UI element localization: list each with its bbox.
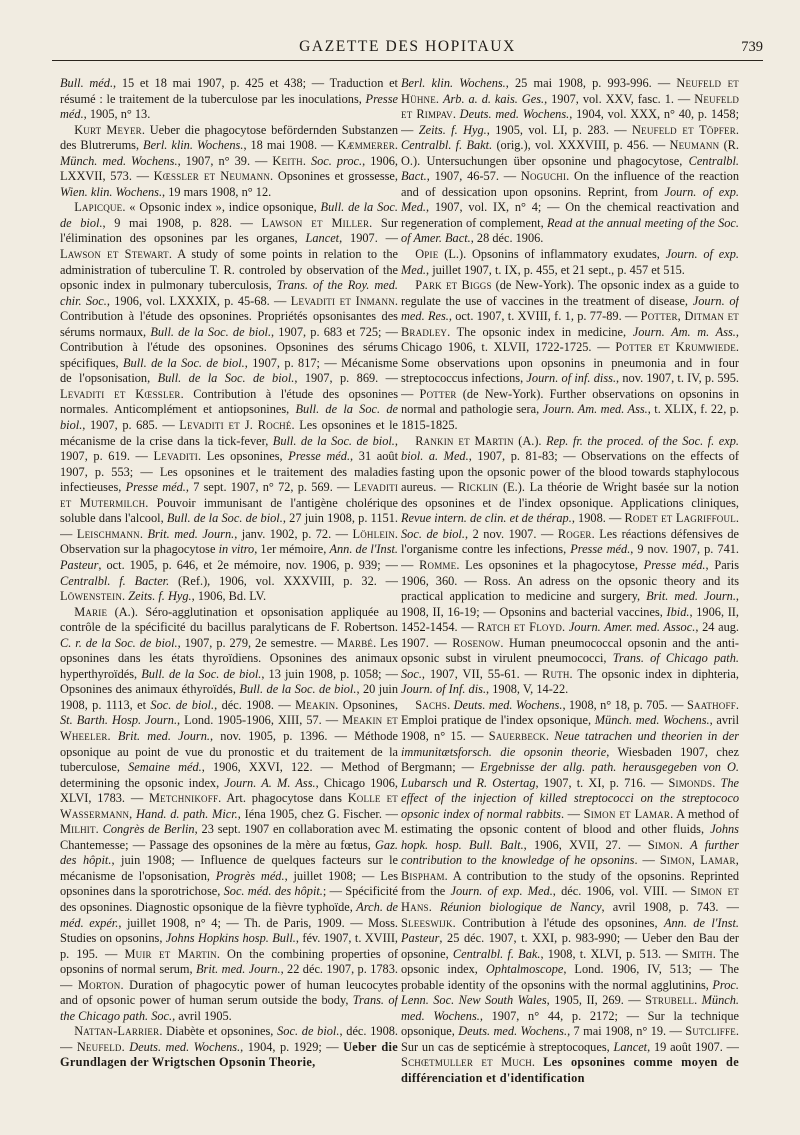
text-run: . « Opsonic index », indice opsonique, [122,200,321,215]
author-name: Marie [74,604,108,619]
text-run: , 1907, p. 81-83; — Observations on the effects of fasting upon the opsonic power of the blood towards staphylocous aureus. — [401,449,739,495]
journal-title: A further contribution to the knowledge of he opsonins [401,837,739,868]
right-column [401,76,739,1134]
text-run: , Lond. 1906, IV, 513; — The probable identity of the opsonins with the normal agglutinins, [401,962,739,992]
journal-title: Read at the annual meeting of the Soc. of Amer. Bact. [401,215,739,246]
text-run: . On the combining properties of opsonins of normal serum, [60,946,398,977]
text-run: , oct. 1905, p. 646, et 2e mémoire, nov. 1906, p. 939; — [98,557,398,572]
author-name: Levaditi et Inmann [290,293,395,308]
text-run: . The opsonic index in diphteria, [569,666,739,681]
text-run: , Paris 1906, 360. — Ross. An adress on the opsonic theory and its practical application to medicine and surgery, [401,557,739,604]
journal-title: Proc. Lenn. Soc. New South Wales [401,977,739,1008]
text-run: . [139,526,148,541]
journal-title: Ann. de l'Inst. Pasteur [60,542,398,572]
text-run: . [447,697,454,712]
text-run: . [121,1039,130,1054]
author-name: Ratch et Floyd [477,620,563,635]
journal-title: Bull. de la Soc. de biol. [123,355,245,370]
text-run: , 1905, n° 13. [83,107,151,122]
journal-title: Semaine méd. [128,760,202,775]
text-run: , 1908, V, 14-22. [486,682,569,697]
text-run: . [435,91,443,106]
journal-title: Brit. med. Journ. [147,526,235,541]
author-name: Rodet et Lagriffoul [624,511,736,526]
journal-title: Journ. Am. med. Ass. [542,402,648,417]
text-run: . Human pneumococcal opsonin and the anti-opsonic subst in virulent pneumococci, [401,635,739,666]
journal-title: Trans. of the Roy. med. chir. Soc. [60,278,398,308]
text-run: . A contribution to the study of the opsonins. Reprinted from the [401,868,739,899]
author-name: Nattan-Larrier [74,1024,160,1039]
text-run: . [452,107,460,122]
text-run: , 1904, vol. XXX, n° 40, p. 1458; — [401,107,739,137]
journal-title: The effect of the injection of killed streptococci on the streptococo opsonic index of normal rabbits [401,775,739,821]
journal-title: Soc. de biol. [401,526,465,541]
text-run: . Les opsonines, [198,449,289,464]
journal-title: Presse méd. [570,542,631,557]
journal-title: Brit. med. Journ. [646,589,736,604]
text-run: . Les opsonines dans les états thyroïdiens. Opsonines des animaux hyperthyroïdés, [60,635,398,681]
text-run: , déc. 1908. — [214,697,296,712]
journal-title: Presse méd. [643,557,706,572]
journal-title: Wien. klin. Wochens. [60,184,163,199]
journal-title: Bull. de la Soc. de biol. [150,324,272,339]
author-name: Roger [557,526,592,541]
text-run: , 20 juin 1908, p. 1113, et [60,682,398,712]
text-run: , Lond. 1905-1906, XIII, 57. — [177,713,343,728]
bibliography-paragraph [401,247,739,278]
text-run: , 1907, vol. XXV, fasc. 1. — [544,91,695,106]
bibliography-paragraph [60,200,398,604]
text-run: . Some observations upon opsonins in pneumonia and in four streptococcus infections, [401,340,739,386]
text-run: , 1908, n° 18, p. 705. — [562,697,687,712]
text-run: , 24 aug. 1907. — [401,620,739,650]
text-run: , 1906, vol. LXXXIX, p. 45-68. — [106,293,291,308]
author-name: Neufeld et Hühne [401,76,739,106]
text-run: , 1907, p. 869. — [294,371,398,386]
text-run: . A study of some points in relation to the administration of tuberculine T. R. controled by observation of the opsonic index in pulmonary tuberculosis, [60,247,398,293]
text-run: , déc. 1906, vol. VIII. — [552,884,691,899]
journal-title: Centralbl. f. Bacter. [60,573,170,588]
bold-text: Ueber die Grundlagen der Wrigtschen Opsonin Theorie, [60,1039,398,1070]
left-column [60,76,398,1134]
journal-title: Münch. med. Wochens. [401,993,739,1023]
text-run: , 1907, vol. IX, n° 4; — On the chemical reactivation and regeneration of complement, [401,200,739,230]
text-run: , 1906, Bd. LV. [191,589,267,604]
author-name: Neufeld et Rimpav [401,91,739,122]
author-name: Neufeld et Töpfer [632,122,736,137]
author-name: Ricklin [458,480,499,495]
text-run: , juillet 1908, n° 4; — Th. de Paris, 1909. — Moss. Studies on opsonins, [60,915,398,946]
text-run: (orig.), vol. XXXVIII, p. 456. — [492,138,670,153]
journal-title: Arb. a. d. kais. Ges. [442,91,545,106]
text-run: . Opsonines, [335,697,398,712]
text-run: . Diabète et opsonines, [159,1024,278,1039]
text-run: , 25 mai 1908, p. 993-996. — [505,76,677,90]
journal-title: Ibid. [666,604,690,619]
text-run: , 1905, vol. LI, p. 283. — [486,122,633,137]
text-run: , janv. 1902, p. 72. — [234,526,353,541]
journal-title: Presse méd. [125,480,186,495]
bibliography-paragraph [401,76,739,247]
author-name: Levaditi et Kœssler [60,386,181,401]
text-run: , 1907, p. 685. — [82,418,180,433]
author-name: Simon, Lamar, Bispham [401,853,739,883]
journal-title: Bull. de la Soc. de biol. [60,402,398,433]
text-run: , nov. 1907, t. IV, p. 595. — [401,371,739,401]
text-run: . [545,728,555,743]
journal-title: Ophtalmoscope [485,962,564,977]
journal-title: Lancet [613,1039,648,1054]
text-run: , 7 mai 1908, n° 19. — [567,1024,686,1039]
text-run: , 1907, n° 39. — [177,153,273,168]
journal-title: Neue tatrachen und theorien in der immunitætsforsch. die opsonin theorie [401,728,739,759]
text-run: , 1908. — [571,511,625,526]
author-name: Lawson et Stewart [60,247,169,262]
author-name: Simonds [668,775,713,790]
bibliography-paragraph [60,76,398,123]
text-run: , 1905, II, 269. — [546,993,646,1008]
journal-title: Deuts. med. Wochens. [453,697,563,712]
journal-title: Journ. of inf. diss. [526,371,617,386]
text-run: , Chicago 1906, t. XLVII, 1722-1725. — [401,324,739,355]
journal-title: Berl. klin. Wochens. [401,76,506,90]
text-run: , 27 juin 1908, p. 1151. — [60,511,398,541]
journal-title: Bull. méd. [60,76,114,90]
text-run: ; — Spécificité des opsonines. Diagnostic opsonique de la fièvre typhoïde, [60,884,398,914]
author-name: Ruth [542,666,570,681]
text-run: , [129,806,136,821]
journal-title: C. r. de la Soc. de biol. [60,635,178,650]
text-run: . Les opsonines et la phagocytose, [456,557,644,572]
author-name: Neumann [669,138,720,153]
text-run: . Pouvoir immunisant de l'antigène cholérique soluble dans l'alcool, [60,495,398,526]
author-name: Kurt Meyer [74,122,142,137]
text-run: . Ueber die phagocytose befördernden Substanzen des Blutrerums, [60,122,398,153]
author-name: Milhit [60,822,96,837]
text-run: , 19 mars 1908, n° 12. [162,184,272,199]
author-name: Löwenstein [60,589,123,604]
author-name: Morton [77,977,121,992]
journal-title: Bull. de la Soc. de biol. [272,433,395,448]
text-run: (de New-York). The opsonic index as a guide to regulate the use of vaccines in the treatment of disease, [401,278,739,308]
text-run: , 1908, t. XLVI, p. 513. — [540,946,682,961]
text-run: . [562,620,569,635]
text-run: . [735,511,739,526]
text-run: , 19 août 1907. — [647,1039,739,1054]
author-name: Meakin [295,697,336,712]
author-name: Simon [647,837,680,852]
text-run: . Contribution à l'étude des opsonines normales. Anticomplément et antiopsonines, [60,386,398,417]
journal-title: Deuts. med. Wochens. [129,1039,241,1054]
text-run: . Art. phagocytose dans [218,791,348,806]
text-run: , 1906, XVII, 27. — [523,837,648,852]
journal-title: Zeits. f. Hyg. [418,122,487,137]
text-run: , 1906, XXVI, 122. — Method of determining the opsonic index, [60,760,398,790]
author-name: Levaditi et J. Roché [179,418,292,433]
text-run: , 1907, p. 683 et 725; — Contribution à l'étude des opsonines. Opsonines des sérums spécifiques, [60,324,398,370]
text-run: , 1904, p. 1929; — [240,1039,344,1054]
author-name: Kœssler et Neumann [153,169,271,184]
journal-title: in vitro [218,542,255,557]
journal-title: Centralbl. f. Bakt. [401,138,493,153]
journal-title: Rep. fr. the proced. of the Soc. f. exp. biol. a. Med. [401,433,739,464]
author-name: Romme [419,557,457,572]
text-run: , 1906, II, 1452-1454. — [401,604,739,635]
text-run: . Observation sur la phagocytose [60,526,398,557]
text-run: , juillet 1907, t. IX, p. 455, et 21 sept., p. 457 et 515. [426,262,685,277]
text-run: . Opsonines et grossesse, [270,169,398,184]
bibliography-paragraph [60,1024,398,1071]
author-name: Lawson et Miller [261,215,370,230]
author-name: Rankin et Martin [415,433,514,448]
text-run: . Les opsonines et le mécanisme de la crise dans la tick-fever, [60,418,398,448]
text-run: , avril 1905. [172,1008,232,1023]
text-run: . — [560,806,584,821]
text-run: (R. O.). Untersuchungen über opsonine und phagocytose, [401,138,739,168]
journal-title: St. Barth. Hosp. Journ. [60,713,178,728]
journal-title: Journ. of exp. Med. [401,184,739,215]
text-run: . Contribution à l'étude des opsonines, [452,915,664,930]
journal-title: Presse méd. [60,91,398,122]
journal-title: Hand. d. path. Micr. [136,806,238,821]
journal-title: Centralbl. Bact. [401,153,739,184]
author-name: Leischmann [76,526,140,541]
journal-title: Brit. med. Journ. [117,728,210,743]
author-name: Sleeswijk [401,915,453,930]
text-run: , 1907, 46-57. — [426,169,521,184]
text-run: , Wiesbaden 1907, chez Bergmann; — [401,744,739,775]
text-run: , 13 juin 1908, p. 1058; — Opsonines des animaux éthyroïdés, [60,666,398,697]
text-run: . — [634,853,660,868]
text-run: , Chicago 1906, XLVI, 1783. — [60,775,398,806]
author-name: Simon et Lamar [583,806,671,821]
text-run: , 9 mai 1908, p. 828. — [102,215,262,230]
author-name: Potter [419,386,457,401]
text-run: , 1907, p. 279, 2e semestre. — [177,635,338,650]
page-header [52,34,763,61]
journal-title: Journ. A. M. Ass. [224,775,316,790]
text-run: , fév. 1907, t. XVIII, p. 195. — [60,931,398,961]
journal-title: Trans. of the Chicago path. Soc. [60,993,398,1023]
text-run: , déc. 1908. — [60,1024,398,1054]
journal-title: Soc. proc. [310,153,363,168]
text-run: , 1907. — [339,231,398,246]
author-name: Noguchi [520,169,567,184]
text-run: , 18 mai 1908. — [243,138,338,153]
text-run: . [122,589,129,604]
journal-title: Bull. de la Soc. de biol. [141,666,262,681]
author-name: Strubell [645,993,695,1008]
text-run: . [428,899,440,914]
text-run: , 1907, n° 44, p. 2172; — Sur la technique opsonique, [401,1008,739,1039]
text-run: . [302,153,311,168]
text-run: , 1908, II, 16-19; — Opsonins and bacterial vaccines, [401,589,739,619]
text-run: . [679,837,691,852]
journal-title: Revue intern. de clin. et de thérap. [401,511,572,526]
author-name: Schœtmuller et Much [401,1055,532,1070]
bibliography-paragraph [60,123,398,201]
author-name: Rosenow [452,635,501,650]
bold-text: Les opsonines comme moyen de différenciation et d'identification [401,1055,739,1085]
text-run: , 1907, VII, 55-61. — [421,666,543,681]
author-name: Levaditi [153,449,198,464]
text-run: (de New-York). Further observations on opsonins in normal and pathologie sera, [401,386,739,417]
text-run: (L.). Opsonins of inflammatory exudates, [438,247,666,262]
journal-title: Journ. of exp. Med. [401,247,739,277]
text-run: , 1907, p. 817; — Mécanisme de l'opsonisation, [60,355,398,386]
text-run: , 22 déc. 1907, p. 1783. — [60,962,398,992]
author-name: Smith [681,946,713,961]
running-title: GAZETTE DES HOPITAUX [299,38,516,55]
text-run: . A method of estimating the opsonic content of blood and other fluids, [401,806,739,837]
bibliography-paragraph [401,698,739,1087]
author-name: Meakin et Wheeler [60,713,398,743]
author-name: Opie [415,247,439,262]
text-run: . [694,993,702,1008]
text-run: . Duration of phagocytic power of human leucocytes and of opsonic power of human serum outside the body, [60,977,398,1008]
author-name: Levaditi et Mutermilch [60,480,398,510]
text-run: (A.). Séro-agglutination et opsonisation appliquée au contrôle de la spécificité du bacillus paralyticans de F. Robertson. [60,604,398,635]
text-run: , t. XLIX, f. 22, p. 1815-1825. [401,402,739,433]
author-name: Muir et Martin [124,946,217,961]
author-name: Löhlein [352,526,395,541]
journal-title: Centralbl. f. Bak. [452,946,541,961]
text-run: , 7 sept. 1907, n° 72, p. 569. — [185,480,354,495]
text-run: , 28 déc. 1906. [470,231,544,246]
text-run: . [95,822,103,837]
author-name: Potter et Krumwiede [615,340,736,355]
text-run: , juillet 1908; — Les opsonines dans la sporotrichose, [60,868,398,899]
author-name: Saathoff [686,697,736,712]
author-name: Metchnikoff [148,791,219,806]
journal-title: Progrès méd. [215,868,285,883]
journal-title: Gaz. des hôpit. [60,837,398,868]
bibliography-paragraph [401,278,739,433]
text-run: . [107,728,118,743]
bibliography-paragraph [60,605,398,1025]
author-name: Sauerbeck [488,728,546,743]
journal-title: Bull. de la Soc. de biol. [166,511,283,526]
journal-title: Journ. Am. m. Ass. [632,324,736,339]
journal-title: Soc. de biol. [150,697,215,712]
author-name: Neufeld [76,1039,122,1054]
journal-title: Journ. of med. Res. [401,293,739,324]
author-name: Kolle et Wassermann [60,791,398,821]
text-run: . [735,122,739,137]
author-name: Potter, Ditman et Bradley [401,309,739,339]
journal-title: Soc. méd. des hôpit. [223,884,323,899]
text-run: , avril 1908, n° 15. — [401,713,739,743]
text-run: , avril 1908, p. 743. — [601,899,739,914]
text-run: , 25 déc. 1907, t. XXI, p. 983-990; — Ueber den Bau der opsonine, [401,931,739,961]
text-run: , 1906, LXXVII, 573. — [60,153,398,184]
text-run: , 23 sept. 1907 en collaboration avec M. Chantemesse; — Passage des opsonines de la mère au fœtus, [60,822,398,852]
journal-title: Congrès de Berlin [102,822,195,837]
journal-title: Presse méd. [288,449,351,464]
author-name: Marbé [337,635,374,650]
author-name: Kæmmerer [337,138,395,153]
journal-title: Ergebnisse der allg. path. herausgegeben von O. Lubarsch und R. Ostertag [401,760,739,790]
text-run: . Emploi pratique de l'index opsonique, [401,697,739,728]
journal-title: Münch. med. Wochens. [594,713,710,728]
journal-title: Johns hopk. hosp. Bull. Balt. [401,822,739,852]
text-run: . Les réactions défensives de l'organisme contre les infections, [401,526,739,557]
text-run: . [394,138,398,153]
journal-title: Trans. of Chicago path. Soc. [401,651,739,681]
text-run: . On the influence of the reaction and of dessication upon opsonins. Reprint, from [401,169,739,199]
journal-title: Arch. de méd. expér. [60,899,398,930]
journal-title: Ann. de l'Inst. Pasteur [401,915,739,946]
journal-title: Bull. de la Soc. de biol. [60,200,398,230]
text-run: . [531,1055,544,1070]
journal-title: Soc. de biol. [277,1024,340,1039]
text-run: (Ref.), 1906, vol. XXXVIII, p. 32. — [169,573,398,588]
author-name: Lapicque [74,200,123,215]
page-number: 739 [741,39,763,55]
text-run: . [712,775,721,790]
author-name: Park et Biggs [415,278,492,293]
text-run: . The opsonic index in medicine, [447,324,633,339]
author-name: Sutcliffe [685,1024,736,1039]
author-name: Keith [272,153,303,168]
journal-title: Réunion biologique de Nancy [439,899,602,914]
text-run: , oct. 1907, t. XVIII, f. 1, p. 77-89. — [448,309,641,324]
text-run: , juin 1908; — Influence de quelques facteurs sur le mécanisme de l'opsonisation, [60,853,398,883]
journal-title: Johns Hopkins hosp. Bull. [165,931,296,946]
author-name: Sachs [415,697,448,712]
text-run: , Iéna 1905, chez G. Fischer. — [237,806,398,821]
text-run: (A.). [513,433,547,448]
text-run: , 1er mémoire, [254,542,330,557]
text-run: , 1907, p. 619. — [60,433,398,464]
journal-title: Journ. Amer. med. Assoc. [568,620,696,635]
journal-title: Zeits. f. Hyg. [128,589,192,604]
text-run: , 15 et 18 mai 1907, p. 425 et 438; — Traduction et résumé : le traitement de la tuberculose par les inoculations, [60,76,398,106]
journal-title: Deuts. med. Wochens. [458,1024,568,1039]
text-run: , nov. 1905, p. 1396. — Méthode opsonique au point de vue du pronostic et du traitement de la tuberculose, [60,728,398,775]
text-run: . Sur un cas de septicémie à streptocoques, [401,1024,739,1054]
journal-title: Journ. of Inf. dis. [401,682,487,697]
text-run: . Sur l'élimination des opsonines par les organes, [60,215,398,246]
author-name: Simon et Hans [401,884,739,914]
text-run: . Contribution à l'étude des opsonines. Propriétés opsonisantes des sérums normaux, [60,293,398,339]
journal-title: Berl. klin. Wochens. [143,138,244,153]
text-run: , 31 août 1907, p. 553; — Les opsonines et le traitement des maladies infectieuses, [60,449,398,495]
text-run: , 2 nov. 1907. — [464,526,558,541]
journal-title: Bull. de la Soc. de biol. [239,682,357,697]
bibliography-paragraph [401,434,739,698]
text-run: . The opsonic index, [401,946,739,977]
journal-title: Bull. de la Soc. de biol. [157,371,295,386]
journal-title: Münch. med. Wochens. [60,153,178,168]
journal-title: Journ. of exp. Med. [450,884,553,899]
journal-title: Lancet [305,231,340,246]
journal-title: Brit. med. Journ. [195,962,281,977]
text-run: , 1907, t. XI, p. 716. — [535,775,669,790]
journal-title: Deuts. med. Wochens. [459,107,570,122]
text-run: (E.). La théorie de Wright basée sur la notion des opsonines et de l'index opsonique. Applications cliniques, [401,480,739,510]
text-run: , 9 nov. 1907, p. 741. — [401,542,739,572]
